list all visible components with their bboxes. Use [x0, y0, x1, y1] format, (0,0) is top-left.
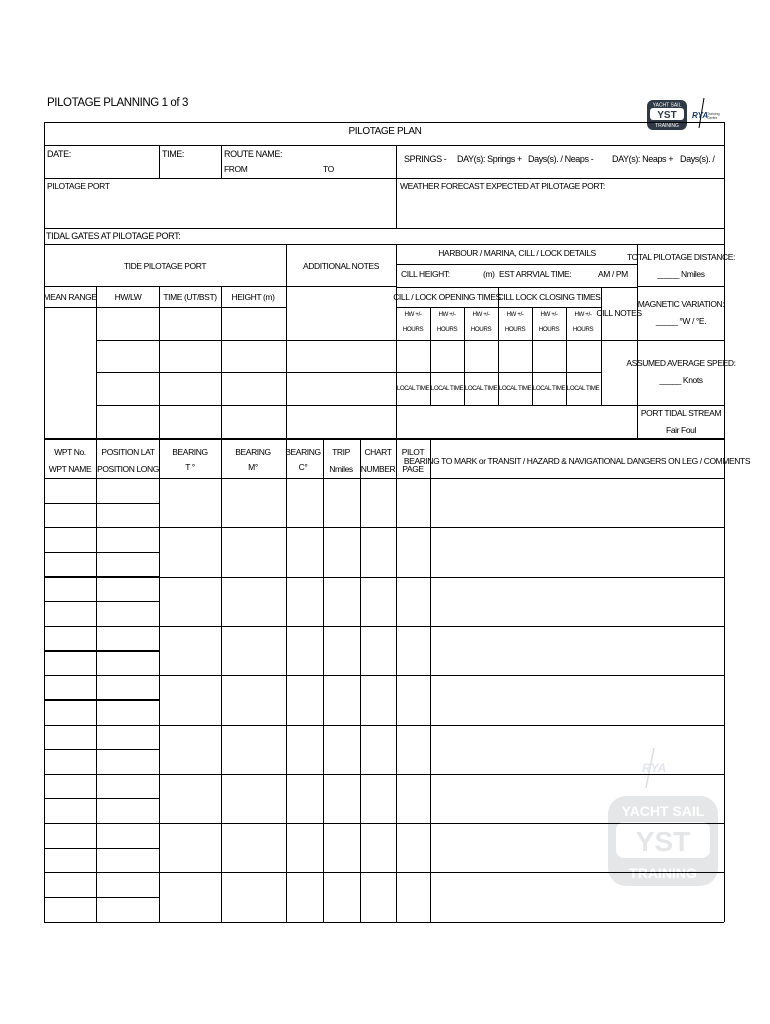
pilot-label: PILOT: [401, 447, 425, 457]
grid-hline: [44, 823, 159, 824]
opening-times-label: CILL / LOCK OPENING TIMES: [393, 292, 501, 302]
logo-line2: TRAINING: [655, 123, 679, 129]
grid-vline: [96, 286, 97, 438]
tide-col-height: HEIGHT (m): [231, 292, 275, 302]
springs-label: SPRINGS -: [404, 154, 447, 164]
grid-hline: [44, 122, 724, 123]
tide-col-hwlw: HW/LW: [114, 292, 142, 302]
bearing-m-unit: M°: [248, 462, 258, 472]
to-label: TO: [323, 164, 334, 174]
grid-hline: [96, 405, 396, 406]
watermark-mark: YST: [635, 826, 691, 857]
hw-label: HW +/-: [540, 311, 558, 318]
hours-label: HOURS: [504, 326, 526, 333]
rya-logo: [690, 96, 722, 130]
est-arrival-label: EST ARRVIAL TIME:: [499, 269, 572, 279]
grid-hline: [44, 872, 159, 873]
hw-label: HW +/-: [438, 311, 456, 318]
cill-height-label: CILL HEIGHT:: [401, 269, 450, 279]
grid-hline: [44, 725, 159, 726]
grid-hline: [44, 503, 159, 504]
yst-logo: [646, 98, 688, 132]
grid-hline: [44, 145, 724, 146]
harbour-title: HARBOUR / MARINA, CILL / LOCK DETAILS: [438, 248, 596, 258]
trip-unit: Nmiles: [329, 464, 353, 474]
grid-vline: [724, 122, 725, 922]
cill-notes-label: CILL NOTES: [596, 308, 642, 318]
grid-vline: [323, 438, 324, 922]
grid-vline: [96, 438, 97, 922]
comments-label: BEARING TO MARK or TRANSIT / HAZARD & NAVIGATIONAL DANGERS ON LEG / COMMENTS: [403, 456, 751, 466]
rya-sub2: Centre: [707, 116, 718, 120]
mag-var-label: MAGNETIC VARIATION:: [637, 299, 725, 309]
grid-hline: [44, 307, 286, 308]
hours-label: HOURS: [470, 326, 492, 333]
avg-speed-label: ASSUMED AVERAGE SPEED:: [626, 358, 736, 368]
tide-col-time: TIME (UT/BST): [163, 292, 217, 302]
grid-vline: [221, 286, 222, 438]
grid-vline: [396, 244, 397, 438]
grid-vline: [637, 244, 638, 438]
hw-label: HW +/-: [506, 311, 524, 318]
rya-logo-mark: [690, 96, 722, 130]
grid-hline: [396, 264, 637, 265]
grid-hline: [44, 922, 724, 923]
days-neaps: Days(s). / Neaps -: [528, 154, 594, 164]
grid-hline: [44, 244, 724, 245]
watermark-logo: [606, 748, 721, 888]
bearing-m-label: BEARING: [235, 447, 271, 457]
hw-label: HW +/-: [574, 311, 592, 318]
grid-hline: [44, 774, 159, 775]
hours-label: HOURS: [436, 326, 458, 333]
local-time-label: LOCAL TIME: [532, 385, 566, 392]
grid-vline: [286, 438, 287, 922]
grid-hline: [96, 372, 396, 373]
tidal-gates-label: TIDAL GATES AT PILOTAGE PORT:: [46, 231, 181, 241]
grid-hline: [396, 372, 601, 373]
plan-title: PILOTAGE PLAN: [348, 126, 422, 137]
bearing-t-label: BEARING: [172, 447, 208, 457]
mag-var-value: _____ °W / °E.: [655, 316, 707, 326]
watermark-rya: RYA: [642, 761, 667, 775]
chart-number-label: NUMBER: [360, 464, 396, 474]
grid-hline: [44, 651, 159, 652]
hours-label: HOURS: [538, 326, 560, 333]
logo-line1: YACHT SAIL: [652, 102, 682, 109]
rya-text: RYA: [692, 111, 709, 120]
fair-foul-label: Fair Foul: [666, 425, 696, 435]
bearing-t-unit: T °: [185, 462, 195, 472]
hours-label: HOURS: [402, 326, 424, 333]
grid-hline: [396, 307, 601, 308]
am-pm-label: AM / PM: [598, 269, 628, 279]
grid-hline: [44, 675, 159, 676]
grid-hline: [44, 228, 724, 229]
total-distance-value: _____ Nmiles: [657, 269, 705, 279]
grid-hline: [637, 405, 724, 406]
from-label: FROM: [224, 164, 248, 174]
closing-times-label: CILL LOCK CLOSING TIMES: [497, 292, 601, 302]
tide-title: TIDE PILOTAGE PORT: [123, 261, 207, 271]
grid-vline: [159, 438, 160, 922]
bearing-c-label: BEARING: [285, 447, 321, 457]
watermark-line2: TRAINING: [629, 865, 697, 881]
wpt-name-label: WPT NAME: [48, 464, 92, 474]
grid-hline: [44, 178, 724, 179]
local-time-label: LOCAL TIME: [430, 385, 464, 392]
hw-label: HW +/-: [472, 311, 490, 318]
local-time-label: LOCAL TIME: [566, 385, 600, 392]
yst-logo-mark: [646, 98, 688, 132]
document-title: PILOTAGE PLANNING 1 of 3: [47, 97, 189, 109]
grid-hline: [44, 848, 159, 849]
days-end: Days(s). /: [680, 154, 715, 164]
grid-vline: [430, 438, 431, 922]
grid-hline: [44, 577, 159, 578]
time-label: TIME:: [162, 149, 184, 159]
grid-hline: [44, 552, 159, 553]
chart-label: CHART: [364, 447, 392, 457]
date-label: DATE:: [47, 149, 71, 159]
local-time-label: LOCAL TIME: [498, 385, 532, 392]
watermark-logo-mark: [606, 748, 721, 888]
grid-vline: [221, 438, 222, 922]
bearing-c-unit: C°: [298, 462, 308, 472]
grid-hline: [96, 340, 396, 341]
local-time-label: LOCAL TIME: [464, 385, 498, 392]
route-name-label: ROUTE NAME:: [224, 149, 283, 159]
weather-label: WEATHER FORECAST EXPECTED AT PILOTAGE PORT:: [400, 181, 605, 191]
grid-vline: [159, 286, 160, 438]
cill-unit-label: (m): [483, 269, 495, 279]
tide-col-mean-range: MEAN RANGE: [43, 292, 97, 302]
rya-sub1: Training: [707, 112, 720, 116]
grid-vline: [44, 122, 45, 922]
trip-label: TRIP: [332, 447, 350, 457]
pilot-page-label: PAGE: [402, 464, 424, 474]
grid-hline: [44, 700, 159, 701]
grid-hline: [44, 798, 159, 799]
grid-hline: [44, 478, 724, 479]
avg-speed-value: _____ Knots: [659, 375, 703, 385]
grid-vline: [601, 340, 602, 405]
total-distance-label: TOTAL PILOTAGE DISTANCE:: [626, 252, 736, 262]
grid-vline: [286, 244, 287, 438]
pilotage-port-label: PILOTAGE PORT: [47, 181, 110, 191]
hours-label: HOURS: [572, 326, 594, 333]
grid-hline: [396, 405, 637, 406]
grid-hline: [44, 601, 159, 602]
additional-notes-label: ADDITIONAL NOTES: [303, 261, 379, 271]
grid-vline: [221, 145, 222, 178]
grid-hline: [637, 286, 724, 287]
logo-mark-text: YST: [657, 110, 677, 121]
grid-vline: [396, 438, 397, 922]
grid-hline: [44, 527, 159, 528]
grid-vline: [360, 438, 361, 922]
pos-long-label: POSITION LONG: [97, 464, 159, 474]
grid-hline: [44, 897, 159, 898]
grid-vline: [159, 145, 160, 178]
watermark-line1: YACHT SAIL: [621, 803, 705, 819]
grid-hline: [44, 626, 159, 627]
grid-hline: [637, 340, 724, 341]
grid-hline: [44, 438, 724, 440]
tidal-stream-label: PORT TIDAL STREAM: [640, 408, 722, 418]
grid-vline: [396, 145, 397, 228]
springs-days: DAY(s): Springs +: [457, 154, 522, 164]
local-time-label: LOCAL TIME: [396, 385, 430, 392]
pos-lat-label: POSITION LAT: [101, 447, 155, 457]
grid-hline: [44, 749, 159, 750]
hw-label: HW +/-: [404, 311, 422, 318]
neaps-days: DAY(s): Neaps +: [612, 154, 674, 164]
wpt-no-label: WPT No.: [54, 447, 86, 457]
